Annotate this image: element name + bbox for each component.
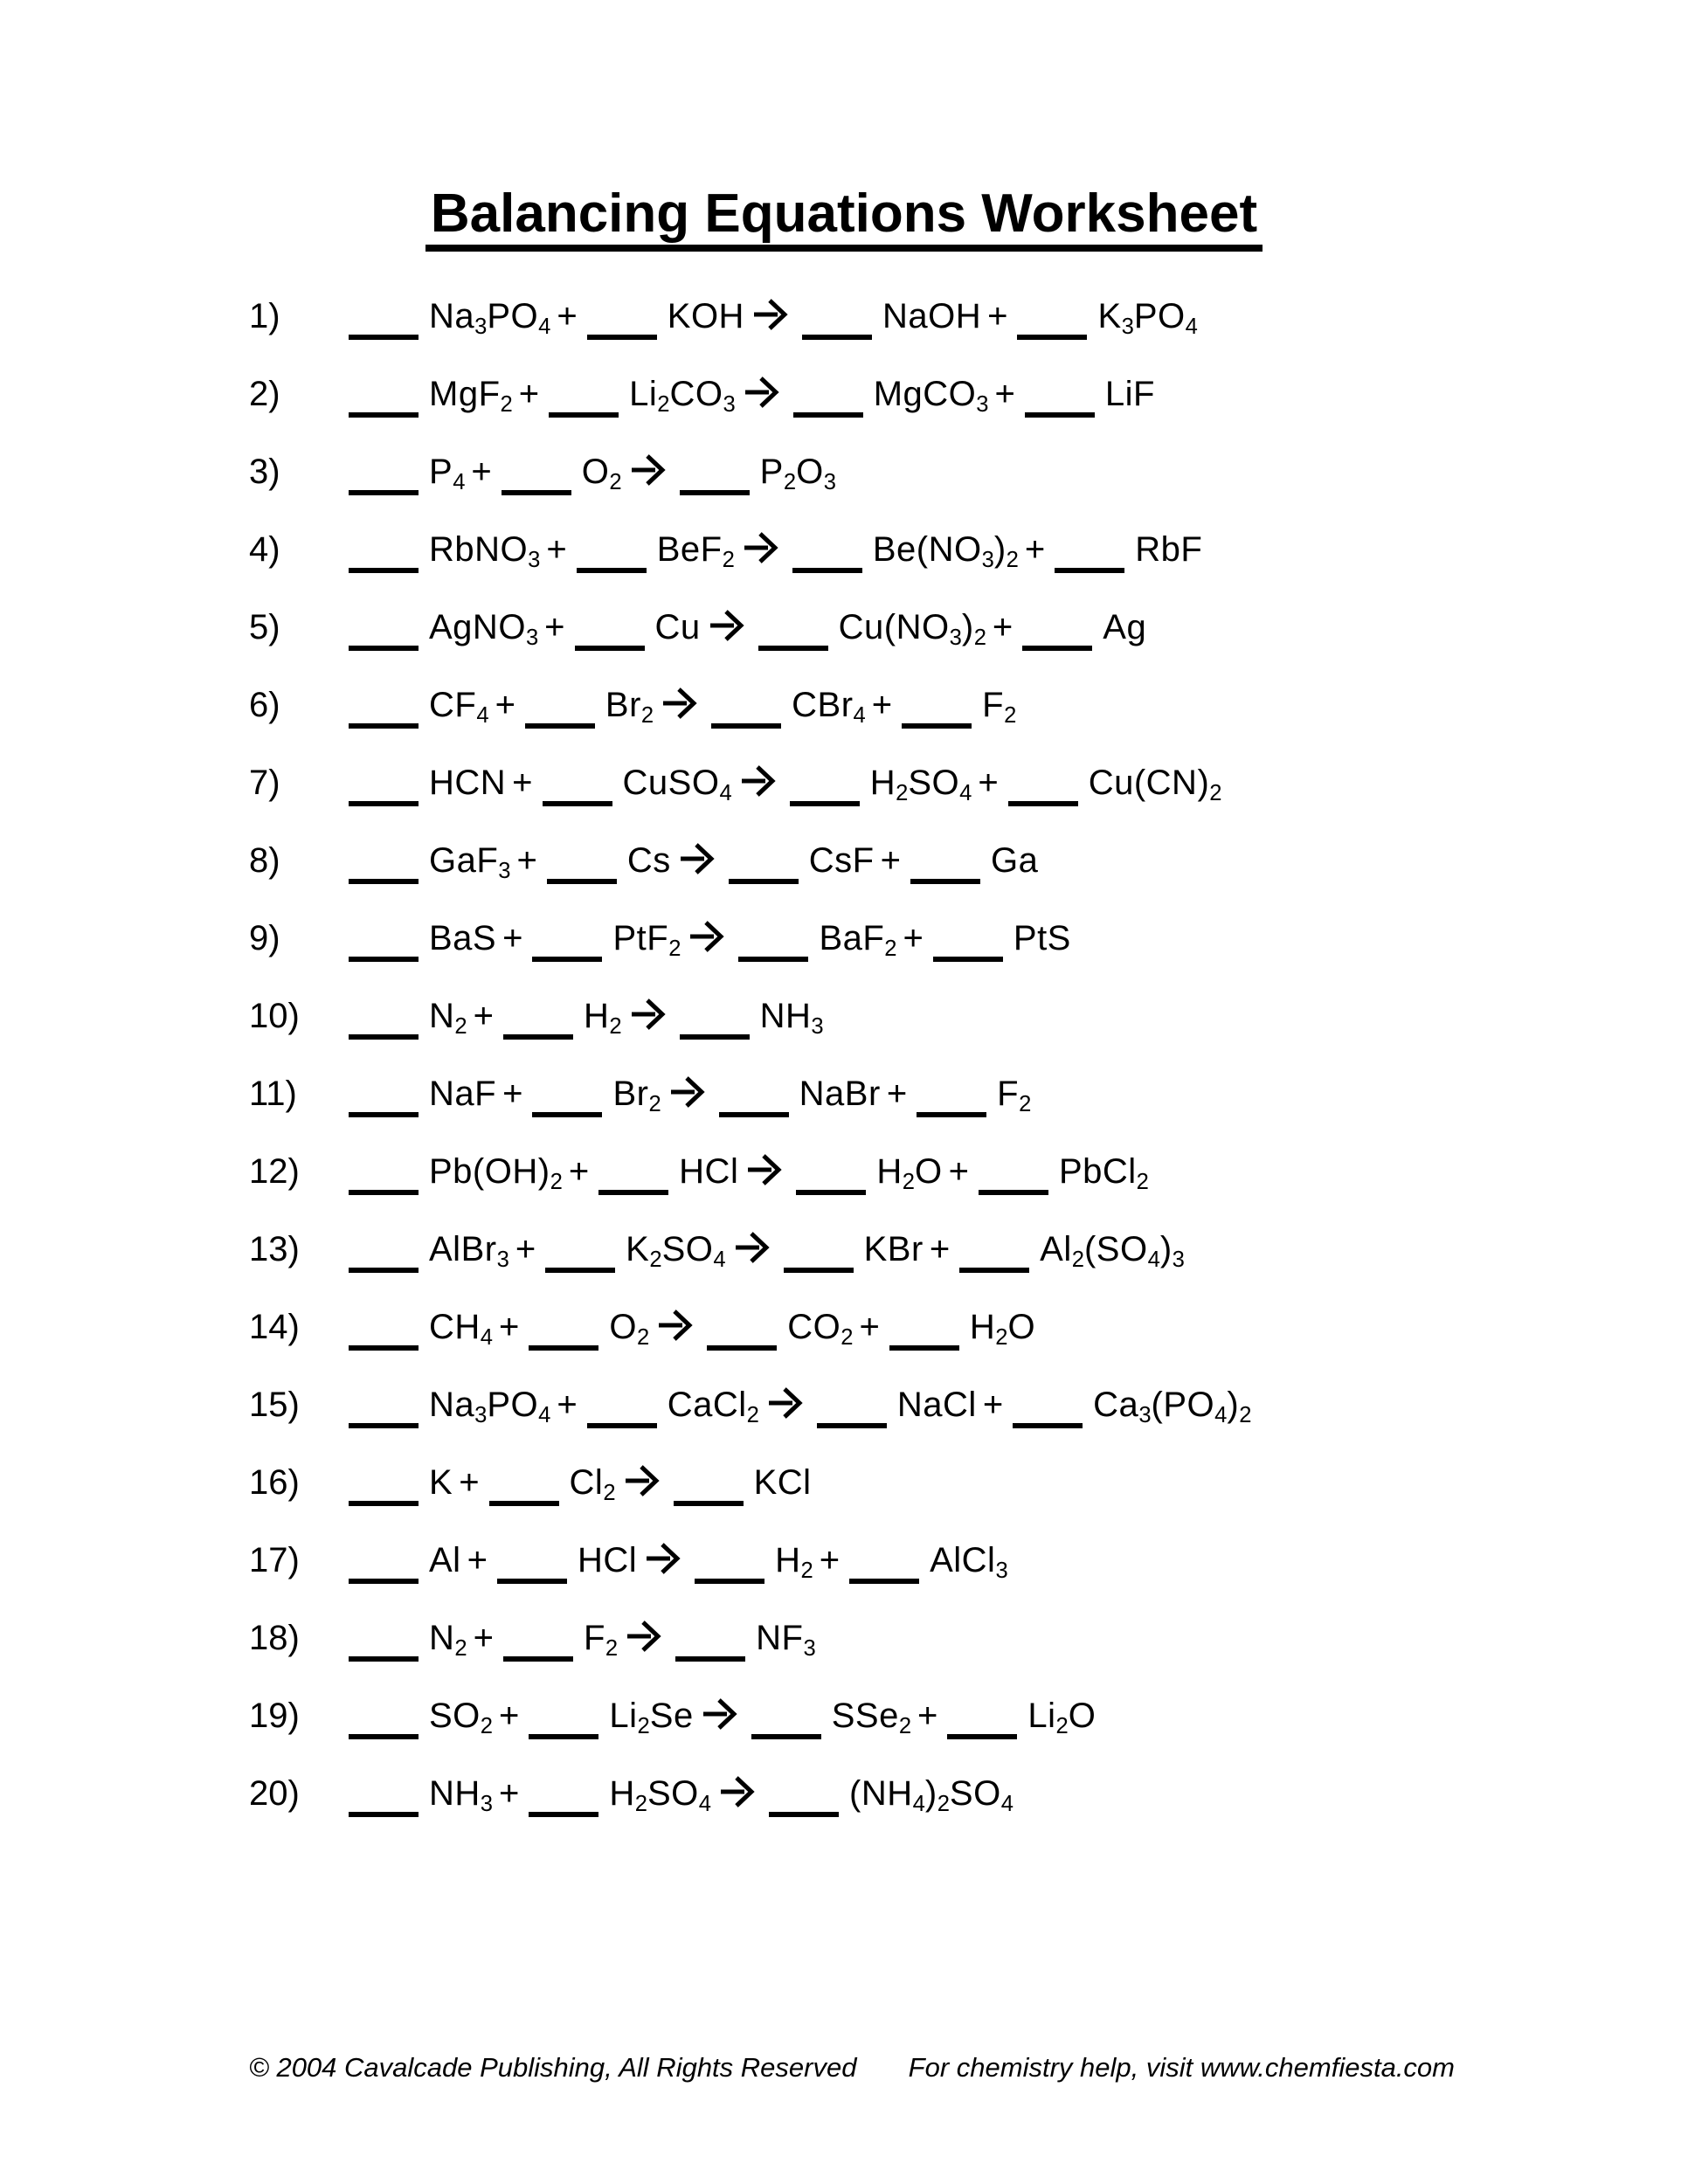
coefficient-blank <box>1013 1402 1083 1428</box>
coefficient-blank <box>738 936 808 962</box>
plus-sign: + <box>987 297 1008 335</box>
plus-sign: + <box>1024 530 1046 569</box>
arrow-icon <box>625 1620 663 1653</box>
arrow-icon <box>733 1231 771 1264</box>
equation-row <box>249 822 1636 900</box>
equation-list <box>249 278 1636 1833</box>
page-title: Balancing Equations Worksheet <box>425 185 1263 252</box>
coefficient-blank <box>525 702 595 729</box>
coefficient-blank <box>695 1558 764 1584</box>
chemical-formula: $N_2$ <box>429 997 467 1040</box>
plus-sign: + <box>557 297 578 335</box>
coefficient-blank <box>751 1713 821 1739</box>
equation <box>345 1230 1185 1273</box>
plus-sign: + <box>467 1541 488 1579</box>
chemical-formula: MgCO$_3$ <box>873 375 989 418</box>
coefficient-blank <box>349 1635 419 1662</box>
chemical-formula: LiF <box>1104 375 1155 413</box>
coefficient-blank <box>577 547 647 573</box>
coefficient-blank <box>503 1635 573 1662</box>
chemical-formula: CuSO$_4$ <box>622 764 732 806</box>
arrow-icon <box>745 1153 784 1186</box>
plus-sign: + <box>982 1386 1004 1424</box>
equation-row <box>249 1755 1636 1833</box>
coefficient-blank <box>947 1713 1017 1739</box>
plus-sign: + <box>502 1075 523 1113</box>
chemical-formula: $Ca_3(PO_4)_2$ <box>1093 1386 1252 1428</box>
coefficient-blank <box>680 1013 750 1040</box>
coefficient-blank <box>711 702 781 729</box>
plus-sign: + <box>499 1697 520 1735</box>
plus-sign: + <box>929 1230 951 1268</box>
chemical-formula: $NH_3$ <box>759 997 824 1040</box>
chemical-formula: $Pb(OH)_2$ <box>429 1152 563 1195</box>
chemical-formula: $H_2$ <box>775 1541 813 1584</box>
equation <box>345 1774 1013 1817</box>
chemical-formula: AlBr$_3$ <box>429 1230 509 1273</box>
chemical-formula: $SO_2$ <box>429 1697 494 1739</box>
equation-number: 5) <box>249 608 280 646</box>
coefficient-blank <box>707 1324 777 1351</box>
chemical-formula: $Li_2CO_3$ <box>629 375 736 418</box>
plus-sign: + <box>502 919 523 957</box>
equation <box>345 764 1222 806</box>
coefficient-blank <box>502 469 571 495</box>
chemical-formula: $Cu(CN)_2$ <box>1088 764 1222 806</box>
chemical-formula: NaBr <box>799 1075 881 1113</box>
equation <box>345 997 824 1040</box>
chemical-formula: GaF$_3$ <box>429 841 511 884</box>
chemical-formula: K <box>429 1463 453 1502</box>
coefficient-blank <box>349 1791 419 1817</box>
coefficient-blank <box>933 936 1003 962</box>
chemical-formula: KCl <box>753 1463 812 1502</box>
arrow-icon <box>668 1075 707 1109</box>
coefficient-blank <box>910 858 980 884</box>
coefficient-blank <box>793 391 863 418</box>
plus-sign: + <box>499 1774 520 1813</box>
equation <box>345 1075 1032 1117</box>
coefficient-blank <box>889 1324 959 1351</box>
equation-row <box>249 589 1636 667</box>
coefficient-blank <box>503 1013 573 1040</box>
equation <box>345 1619 816 1662</box>
coefficient-blank <box>543 780 612 806</box>
coefficient-blank <box>349 780 419 806</box>
plus-sign: + <box>859 1308 880 1346</box>
equation-number: 10) <box>249 997 300 1035</box>
coefficient-blank <box>1025 391 1095 418</box>
plus-sign: + <box>992 608 1013 646</box>
coefficient-blank <box>349 314 419 340</box>
chemical-formula: BaF$_2$ <box>819 919 897 962</box>
equation-number: 18) <box>249 1619 300 1657</box>
chemical-formula: Ag <box>1103 608 1147 646</box>
chemical-formula: AgNO$_3$ <box>429 608 539 651</box>
chemical-formula: $F_2$ <box>583 1619 619 1662</box>
footer <box>249 2051 1455 2084</box>
equation <box>345 841 1039 884</box>
equation-row <box>249 1289 1636 1366</box>
chemical-formula: CaCl$_2$ <box>667 1386 759 1428</box>
equation-number: 12) <box>249 1152 300 1191</box>
equation-number: 6) <box>249 686 280 724</box>
equation <box>345 1697 1097 1739</box>
equation-row <box>249 356 1636 433</box>
coefficient-blank <box>719 1091 789 1117</box>
coefficient-blank <box>817 1402 887 1428</box>
plus-sign: + <box>568 1152 590 1191</box>
coefficient-blank <box>349 1324 419 1351</box>
plus-sign: + <box>495 686 515 724</box>
coefficient-blank <box>1022 625 1092 651</box>
chemical-formula: KOH <box>667 297 744 335</box>
arrow-icon <box>766 1386 805 1420</box>
chemical-formula: Ga <box>990 841 1039 880</box>
coefficient-blank <box>532 1091 602 1117</box>
coefficient-blank <box>680 469 750 495</box>
arrow-icon <box>708 609 746 642</box>
chemical-formula: $H_2O$ <box>969 1308 1036 1351</box>
equation <box>345 453 836 495</box>
chemical-formula: RbNO$_3$ <box>429 530 541 573</box>
coefficient-blank <box>959 1247 1029 1273</box>
coefficient-blank <box>1017 314 1087 340</box>
coefficient-blank <box>349 391 419 418</box>
arrow-icon <box>739 764 778 798</box>
arrow-icon <box>656 1309 695 1342</box>
chemical-formula: CsF <box>808 841 875 880</box>
chemical-formula: PtF$_2$ <box>612 919 681 962</box>
arrow-icon <box>688 920 726 953</box>
chemical-formula: NaCl <box>896 1386 977 1424</box>
plus-sign: + <box>459 1463 480 1502</box>
title-area <box>0 185 1688 252</box>
equation-row <box>249 1444 1636 1522</box>
chemical-formula: $K_3PO_4$ <box>1097 297 1198 340</box>
coefficient-blank <box>349 702 419 729</box>
chemical-formula: MgF$_2$ <box>429 375 513 418</box>
equation-row <box>249 744 1636 822</box>
coefficient-blank <box>529 1324 598 1351</box>
arrow-icon <box>701 1697 739 1731</box>
equation-number: 1) <box>249 297 280 335</box>
chemical-formula: $H_2$ <box>583 997 622 1040</box>
coefficient-blank <box>979 1169 1048 1195</box>
coefficient-blank <box>849 1558 919 1584</box>
chemical-formula: $Br_2$ <box>612 1075 661 1117</box>
chemical-formula: $CH_4$ <box>429 1308 494 1351</box>
chemical-formula: NaOH <box>882 297 982 335</box>
equation-row <box>249 1366 1636 1444</box>
plus-sign: + <box>948 1152 969 1191</box>
coefficient-blank <box>802 314 872 340</box>
coefficient-blank <box>349 469 419 495</box>
coefficient-blank <box>1008 780 1078 806</box>
arrow-icon <box>678 842 716 875</box>
coefficient-blank <box>769 1791 839 1817</box>
coefficient-blank <box>792 547 862 573</box>
coefficient-blank <box>796 1169 866 1195</box>
chemical-formula: $CO_2$ <box>787 1308 854 1351</box>
chemical-formula: $Li_2O$ <box>1027 1697 1097 1739</box>
arrow-icon <box>629 998 668 1031</box>
coefficient-blank <box>587 314 657 340</box>
equation-row <box>249 667 1636 744</box>
equation-number: 13) <box>249 1230 300 1268</box>
chemical-formula: RbF <box>1135 530 1203 569</box>
chemical-formula: PbCl$_2$ <box>1058 1152 1149 1195</box>
coefficient-blank <box>545 1247 615 1273</box>
equation <box>345 1386 1252 1428</box>
coefficient-blank <box>349 1169 419 1195</box>
chemical-formula: $Cu(NO_3)_2$ <box>838 608 986 651</box>
chemical-formula: AlCl$_3$ <box>930 1541 1008 1584</box>
coefficient-blank <box>349 625 419 651</box>
plus-sign: + <box>471 453 492 491</box>
coefficient-blank <box>349 1480 419 1506</box>
equation-number: 15) <box>249 1386 300 1424</box>
coefficient-blank <box>349 1091 419 1117</box>
arrow-icon <box>743 376 781 409</box>
plus-sign: + <box>473 1619 494 1657</box>
chemical-formula: BaS <box>429 919 497 957</box>
equation-row <box>249 1211 1636 1289</box>
chemical-formula: $Be(NO_3)_2$ <box>872 530 1019 573</box>
chemical-formula: $H_2O$ <box>876 1152 943 1195</box>
chemical-formula: $Li_2Se$ <box>609 1697 694 1739</box>
equation-number: 17) <box>249 1541 300 1579</box>
coefficient-blank <box>587 1402 657 1428</box>
coefficient-blank <box>349 547 419 573</box>
equation-row <box>249 1522 1636 1600</box>
footer-copyright: © 2004 Cavalcade Publishing, All Rights Reserved <box>249 2052 857 2083</box>
chemical-formula: $H_2SO_4$ <box>869 764 972 806</box>
plus-sign: + <box>557 1386 578 1424</box>
chemical-formula: $NH_3$ <box>429 1774 494 1817</box>
coefficient-blank <box>497 1558 567 1584</box>
equation <box>345 686 1017 729</box>
arrow-icon <box>718 1775 757 1808</box>
coefficient-blank <box>575 625 645 651</box>
equation-number: 19) <box>249 1697 300 1735</box>
equation <box>345 608 1147 651</box>
chemical-formula: PtS <box>1013 919 1071 957</box>
arrow-icon <box>661 687 699 720</box>
equation-row <box>249 1677 1636 1755</box>
chemical-formula: SSe$_2$ <box>831 1697 912 1739</box>
coefficient-blank <box>349 1013 419 1040</box>
coefficient-blank <box>349 1247 419 1273</box>
arrow-icon <box>742 531 780 564</box>
coefficient-blank <box>349 936 419 962</box>
equation-row <box>249 1133 1636 1211</box>
coefficient-blank <box>529 1713 598 1739</box>
plus-sign: + <box>546 530 567 569</box>
equation <box>345 530 1203 573</box>
chemical-formula: Al <box>429 1541 461 1579</box>
chemical-formula: $Br_2$ <box>605 686 654 729</box>
equation <box>345 1463 812 1506</box>
equation-number: 20) <box>249 1774 300 1813</box>
footer-help-link: For chemistry help, visit www.chemfiesta.com <box>908 2052 1455 2083</box>
coefficient-blank <box>529 1791 598 1817</box>
plus-sign: + <box>880 841 901 880</box>
coefficient-blank <box>675 1635 745 1662</box>
chemical-formula: CBr$_4$ <box>792 686 866 729</box>
equation-number: 7) <box>249 764 280 802</box>
coefficient-blank <box>598 1169 668 1195</box>
chemical-formula: $F_2$ <box>997 1075 1032 1117</box>
coefficient-blank <box>349 1558 419 1584</box>
plus-sign: + <box>917 1697 938 1735</box>
chemical-formula: $O_2$ <box>609 1308 650 1351</box>
chemical-formula: $Cl_2$ <box>569 1463 616 1506</box>
coefficient-blank <box>729 858 799 884</box>
equation <box>345 1541 1008 1584</box>
chemical-formula: $(NH_4)_2SO_4$ <box>849 1774 1013 1817</box>
chemical-formula: $Na_3PO_4$ <box>429 1386 551 1428</box>
equation-row <box>249 1600 1636 1677</box>
chemical-formula: $P_4$ <box>429 453 466 495</box>
equation <box>345 297 1198 340</box>
equation-number: 2) <box>249 375 280 413</box>
coefficient-blank <box>489 1480 559 1506</box>
coefficient-blank <box>784 1247 854 1273</box>
coefficient-blank <box>674 1480 744 1506</box>
plus-sign: + <box>544 608 565 646</box>
chemical-formula: Cs <box>626 841 671 880</box>
plus-sign: + <box>819 1541 841 1579</box>
chemical-formula: KBr <box>863 1230 924 1268</box>
arrow-icon <box>623 1464 661 1497</box>
coefficient-blank <box>902 702 972 729</box>
equation-row <box>249 433 1636 511</box>
coefficient-blank <box>549 391 619 418</box>
coefficient-blank <box>532 936 602 962</box>
equation-number: 9) <box>249 919 280 957</box>
plus-sign: + <box>512 764 533 802</box>
plus-sign: + <box>886 1075 908 1113</box>
equation-number: 3) <box>249 453 280 491</box>
coefficient-blank <box>1055 547 1124 573</box>
chemical-formula: $NF_3$ <box>756 1619 816 1662</box>
equation-number: 14) <box>249 1308 300 1346</box>
coefficient-blank <box>349 858 419 884</box>
equation-row <box>249 900 1636 978</box>
equation <box>345 1308 1036 1351</box>
plus-sign: + <box>903 919 924 957</box>
equation-row <box>249 978 1636 1055</box>
plus-sign: + <box>473 997 494 1035</box>
chemical-formula: HCN <box>429 764 507 802</box>
chemical-formula: $F_2$ <box>982 686 1017 729</box>
chemical-formula: HCl <box>577 1541 638 1579</box>
plus-sign: + <box>978 764 999 802</box>
plus-sign: + <box>516 841 537 880</box>
equation <box>345 919 1071 962</box>
equation <box>345 375 1155 418</box>
arrow-icon <box>629 453 668 487</box>
chemical-formula: $CF_4$ <box>429 686 489 729</box>
chemical-formula: $O_2$ <box>581 453 622 495</box>
equation-row <box>249 278 1636 356</box>
equation-number: 4) <box>249 530 280 569</box>
chemical-formula: NaF <box>429 1075 497 1113</box>
plus-sign: + <box>515 1230 536 1268</box>
equation-row <box>249 1055 1636 1133</box>
chemical-formula: Cu <box>654 608 701 646</box>
coefficient-blank <box>917 1091 986 1117</box>
plus-sign: + <box>871 686 893 724</box>
coefficient-blank <box>790 780 860 806</box>
plus-sign: + <box>499 1308 520 1346</box>
coefficient-blank <box>349 1713 419 1739</box>
chemical-formula: $Na_3PO_4$ <box>429 297 551 340</box>
chemical-formula: $P_2O_3$ <box>759 453 836 495</box>
arrow-icon <box>644 1542 682 1575</box>
chemical-formula: $H_2SO_4$ <box>609 1774 712 1817</box>
chemical-formula: $N_2$ <box>429 1619 467 1662</box>
chemical-formula: HCl <box>679 1152 739 1191</box>
equation-row <box>249 511 1636 589</box>
chemical-formula: $Al_2(SO_4)_3$ <box>1040 1230 1185 1273</box>
coefficient-blank <box>547 858 617 884</box>
equation-number: 8) <box>249 841 280 880</box>
equation <box>345 1152 1149 1195</box>
plus-sign: + <box>994 375 1015 413</box>
coefficient-blank <box>349 1402 419 1428</box>
chemical-formula: BeF$_2$ <box>656 530 735 573</box>
plus-sign: + <box>518 375 540 413</box>
equation-number: 16) <box>249 1463 300 1502</box>
coefficient-blank <box>758 625 828 651</box>
equation-number: 11) <box>249 1075 297 1113</box>
arrow-icon <box>751 298 790 331</box>
chemical-formula: $K_2SO_4$ <box>626 1230 726 1273</box>
